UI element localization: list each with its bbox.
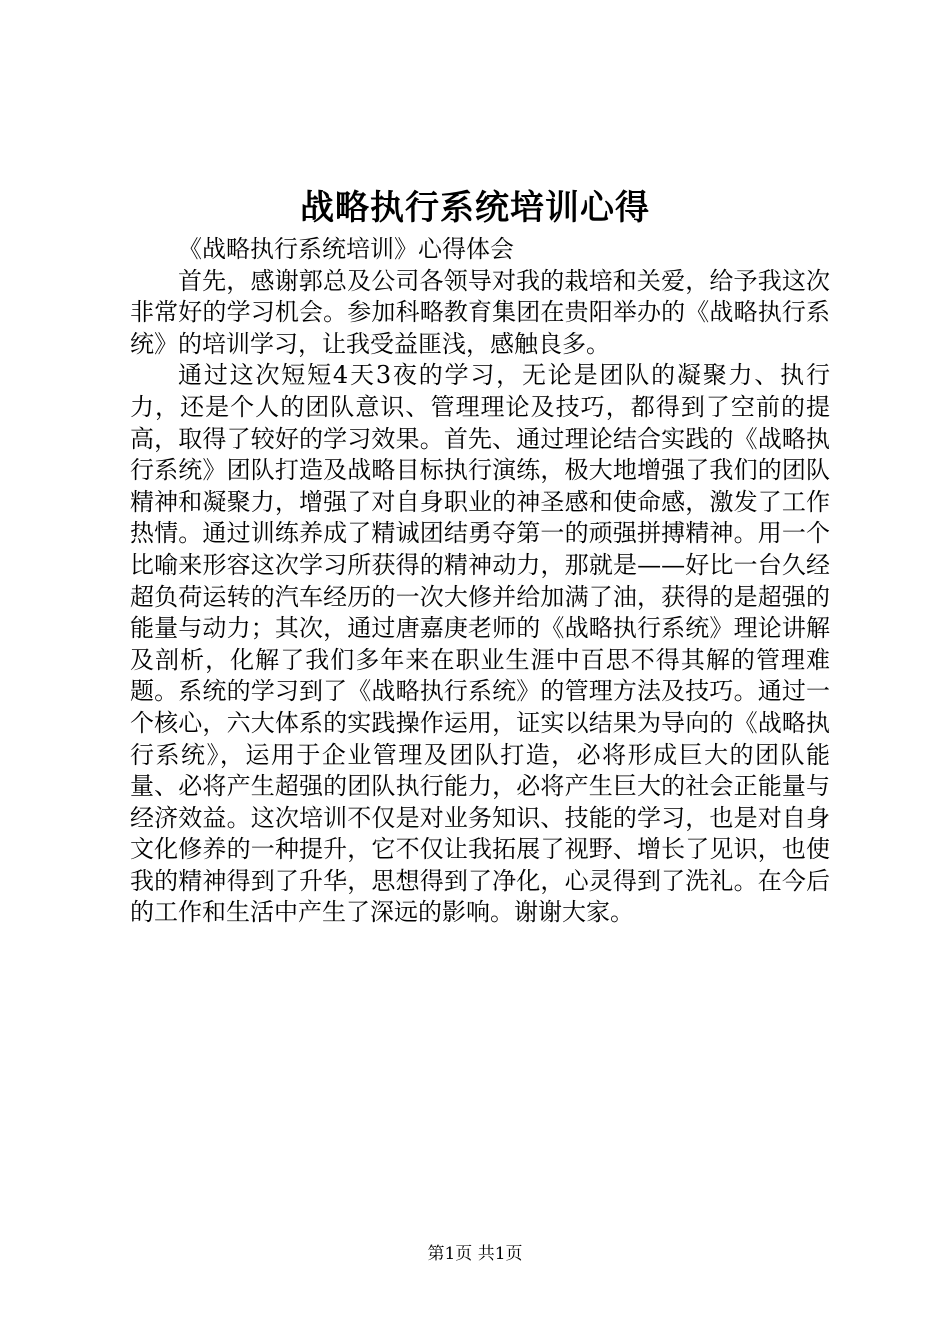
body-paragraph-1: 首先，感谢郭总及公司各领导对我的栽培和关爱，给予我这次非常好的学习机会。参加科略教育集团在贵阳举办的《战略执行系统》的培训学习，让我受益匪浅，感触良多。 <box>130 266 830 358</box>
subtitle-paragraph: 《战略执行系统培训》心得体会 <box>178 235 514 263</box>
document-body <box>130 234 830 929</box>
document-title: 战略执行系统培训心得 <box>300 188 650 228</box>
body-paragraph-2: 通过这次短短4天3夜的学习，无论是团队的凝聚力、执行力，还是个人的团队意识、管理理论及技巧，都得到了空前的提高，取得了较好的学习效果。首先、通过理论结合实践的《战略执行系统》团队打造及战略目标执行演练，极大地增强了我们的团队精神和凝聚力，增强了对自身职业的神圣感和使命感，激发了工作热情。通过训练养成了精诚团结勇夺第一的顽强拼搏精神。用一个比喻来形容这次学习所获得的精神动力，那就是——好比一台久经超负荷运转的汽车经历的一次大修并给加满了油，获得的是超强的能量与动力；其次，通过唐嘉庚老师的《战略执行系统》理论讲解及剖析，化解了我们多年来在职业生涯中百思不得其解的管理难题。系统的学习到了《战略执行系统》的管理方法及技巧。通过一个核心，六大体系的实践操作运用，证实以结果为导向的《战略执行系统》，运用于企业管理及团队打造，必将形成巨大的团队能量、必将产生超强的团队执行能力，必将产生巨大的社会正能量与经济效益。这次培训不仅是对业务知识、技能的学习，也是对自身文化修养的一种提升，它不仅让我拓展了视野、增长了见识，也使我的精神得到了升华，思想得到了净化，心灵得到了洗礼。在今后的工作和生活中产生了深远的影响。谢谢大家。 <box>130 361 830 927</box>
page-number-footer: 第1页 共1页 <box>427 1244 523 1264</box>
